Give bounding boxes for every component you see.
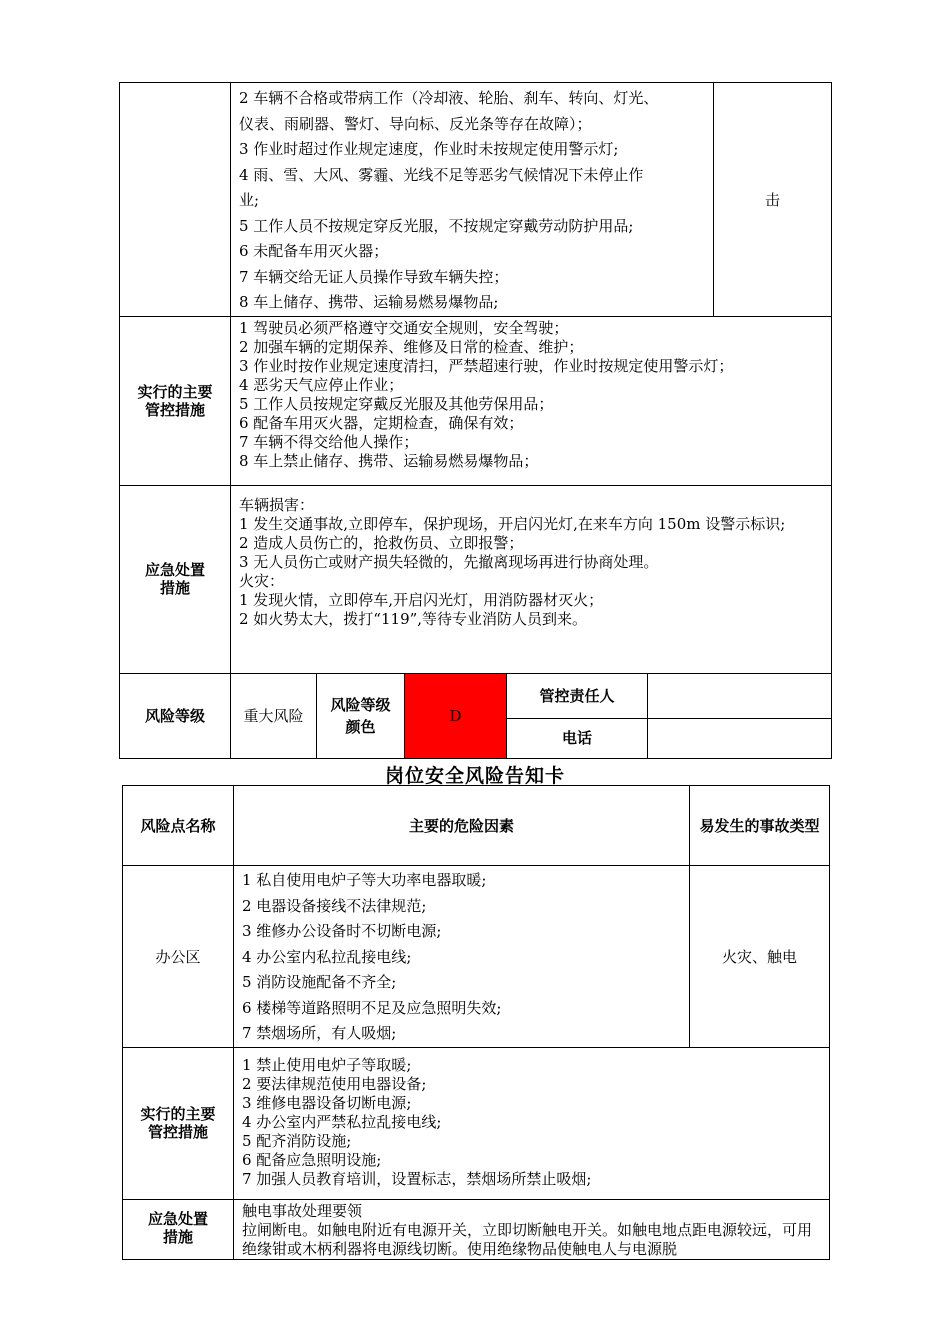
list-item: 2 车辆不合格或带病工作（冷却液、轮胎、刹车、转向、灯光、 <box>239 89 659 107</box>
measures-list <box>242 1056 821 1189</box>
measures-label-cell <box>123 1047 234 1199</box>
list-item: 7 车辆交给无证人员操作导致车辆失控； <box>239 267 509 286</box>
owner-label-cell <box>507 673 648 718</box>
point-name-cell-empty <box>120 83 231 317</box>
list-item: 4 雨、雪、大风、雾霾、光线不足等恶劣气候情况下未停止作 <box>239 165 644 184</box>
emergency-label: 应急处置措施 <box>147 1209 208 1246</box>
list-item: 3 维修电器设备切断电源; <box>242 1093 412 1112</box>
point-name-cell <box>123 866 234 1048</box>
list-item: 3 作业时按作业规定速度清扫，严禁超速行驶，作业时按规定使用警示灯； <box>239 356 734 375</box>
list-item: 6 楼梯等道路照明不足及应急照明失效; <box>242 998 502 1017</box>
risk-color-swatch <box>405 673 507 758</box>
risk-card-office <box>122 785 830 1260</box>
list-item: 6 配备应急照明设施; <box>242 1150 382 1169</box>
list-item: 2 造成人员伤亡的，抢救伤员、立即报警； <box>239 533 524 552</box>
col-header-hazards <box>234 786 690 866</box>
risk-level-label-cell <box>120 673 231 758</box>
list-item: 业; <box>239 191 260 209</box>
emergency-cell <box>234 1199 830 1259</box>
col-header-accident <box>690 786 830 866</box>
list-item: 车辆损害： <box>239 495 315 514</box>
list-item: 2 要法律规范使用电器设备; <box>242 1074 427 1093</box>
hazard-list-cell <box>231 83 714 317</box>
risk-level-value-cell <box>231 673 317 758</box>
list-item: 1 发现火情，立即停车,开启闪光灯，用消防器材灭火； <box>239 590 604 609</box>
measures-label: 实行的主要管控措施 <box>137 382 213 419</box>
emergency-label-cell <box>123 1199 234 1259</box>
accident-type-text: 击 <box>764 190 780 209</box>
list-item: 4 恶劣天气应停止作业； <box>239 375 404 394</box>
owner-label: 管控责任人 <box>539 686 615 705</box>
owner-value-cell <box>648 673 832 718</box>
phone-value-cell <box>648 718 832 758</box>
measures-label-cell <box>120 316 231 485</box>
list-item: 1 私自使用电炉子等大功率电器取暖; <box>242 871 487 889</box>
risk-color-label: 风险等级颜色 <box>330 695 391 736</box>
list-item: 4 办公室内严禁私拉乱接电线; <box>242 1112 442 1131</box>
list-item: 火灾： <box>239 571 285 590</box>
col-header-point <box>123 786 234 866</box>
list-item: 5 配齐消防设施; <box>242 1131 352 1150</box>
point-name: 办公区 <box>155 947 201 966</box>
measures-list <box>239 319 823 471</box>
list-item: 7 禁烟场所，有人吸烟; <box>242 1024 397 1042</box>
list-item: 6 配备车用灭火器，定期检查，确保有效； <box>239 413 524 432</box>
emergency-label: 应急处置措施 <box>144 561 205 597</box>
risk-level-value: 重大风险 <box>243 707 304 725</box>
list-item: 8 车上禁止储存、携带、运输易燃易爆物品； <box>239 451 539 470</box>
emergency-list <box>239 496 823 629</box>
measures-cell <box>231 316 832 485</box>
emergency-cell <box>231 485 832 673</box>
phone-label: 电话 <box>561 729 592 747</box>
risk-card-vehicle <box>119 82 832 759</box>
col-header-hazards-text: 主要的危险因素 <box>408 816 514 835</box>
col-header-accident-text: 易发生的事故类型 <box>699 816 820 835</box>
list-item: 7 加强人员教育培训，设置标志，禁烟场所禁止吸烟; <box>242 1169 592 1188</box>
list-item: 7 车辆不得交给他人操作； <box>239 432 419 451</box>
list-item: 3 维修办公设备时不切断电源; <box>242 922 442 940</box>
list-item: 2 电器设备接线不法律规范; <box>242 896 427 915</box>
list-item: 5 消防设施配备不齐全; <box>242 973 397 991</box>
emergency-label-cell <box>120 485 231 673</box>
list-item: 2 加强车辆的定期保养、维修及日常的检查、维护； <box>239 337 584 356</box>
list-item: 拉闸断电。如触电附近有电源开关，立即切断触电开关。如触电地点距电源较远，可用绝缘钳或木柄利器将电源线切断。使用绝缘物品使触电人与电源脱 <box>242 1220 813 1258</box>
risk-color-label-cell <box>317 673 405 758</box>
list-item: 8 车上储存、携带、运输易燃易爆物品; <box>239 293 499 311</box>
list-item: 仪表、雨刷器、警灯、导向标、反光条等存在故障）； <box>239 114 592 133</box>
risk-color-value: D <box>449 706 462 725</box>
accident-type-text: 火灾、触电 <box>721 947 797 966</box>
list-item: 1 驾驶员必须严格遵守交通安全规则，安全驾驶； <box>239 318 569 337</box>
risk-level-label: 风险等级 <box>144 706 205 725</box>
list-item: 4 办公室内私拉乱接电线; <box>242 947 412 966</box>
list-item: 6 未配备车用灭火器； <box>239 242 389 260</box>
list-item: 触电事故处理要领 <box>242 1201 363 1220</box>
emergency-list <box>242 1202 821 1259</box>
accident-type-cell <box>714 83 832 317</box>
col-header-point-text: 风险点名称 <box>140 816 216 835</box>
list-item: 1 发生交通事故,立即停车，保护现场，开启闪光灯,在来车方向 150m 设警示标识; <box>239 514 786 533</box>
list-item: 5 工作人员按规定穿戴反光服及其他劳保用品； <box>239 394 554 413</box>
list-item: 3 无人员伤亡或财产损失轻微的，先撤离现场再进行协商处理。 <box>239 552 659 571</box>
hazard-list-cell <box>234 866 690 1048</box>
hazard-list <box>239 86 705 316</box>
accident-type-cell <box>690 866 830 1048</box>
card-title: 岗位安全风险告知卡 <box>384 765 565 787</box>
phone-label-cell <box>507 718 648 758</box>
list-item: 5 工作人员不按规定穿反光服，不按规定穿戴劳动防护用品; <box>239 216 634 235</box>
list-item: 2 如火势太大，拨打“119”,等待专业消防人员到来。 <box>239 609 588 628</box>
hazard-list <box>242 868 681 1047</box>
measures-cell <box>234 1047 830 1199</box>
list-item: 1 禁止使用电炉子等取暖; <box>242 1055 412 1074</box>
measures-label: 实行的主要管控措施 <box>140 1105 216 1141</box>
list-item: 3 作业时超过作业规定速度，作业时未按规定使用警示灯; <box>239 140 619 158</box>
